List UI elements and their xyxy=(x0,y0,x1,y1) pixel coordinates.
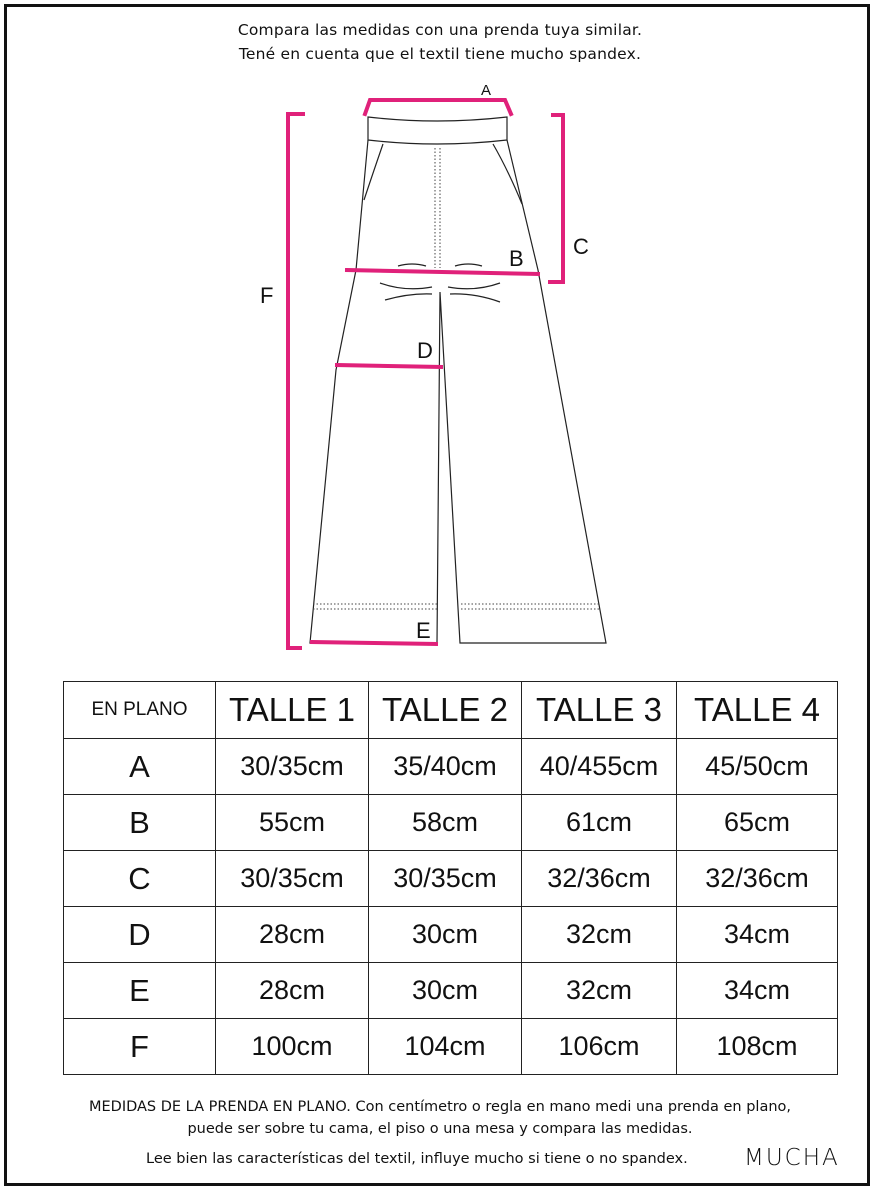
table-cell: 100cm xyxy=(216,1019,369,1075)
table-row xyxy=(64,1019,838,1075)
table-cell: 30cm xyxy=(369,907,522,963)
brand-logo: MUCHA xyxy=(744,1145,840,1171)
label-d: D xyxy=(417,338,433,363)
table-cell: 30/35cm xyxy=(369,851,522,907)
row-label: B xyxy=(64,795,216,851)
wrinkle xyxy=(385,294,432,300)
row-label: C xyxy=(64,851,216,907)
column-header: TALLE 2 xyxy=(369,682,522,739)
table-cell: 108cm xyxy=(677,1019,838,1075)
table-row xyxy=(64,739,838,795)
table-cell: 65cm xyxy=(677,795,838,851)
row-label: E xyxy=(64,963,216,1019)
label-e: E xyxy=(416,618,431,643)
measure-a-line xyxy=(365,100,511,114)
row-label: D xyxy=(64,907,216,963)
label-f: F xyxy=(260,283,274,308)
wrinkle xyxy=(380,283,432,289)
table-cell: 32/36cm xyxy=(522,851,677,907)
note-line-1: MEDIDAS DE LA PRENDA EN PLANO. Con centímetro o regla en mano medi una prenda en plano, xyxy=(88,1099,792,1115)
table-cell: 61cm xyxy=(522,795,677,851)
measure-d-line xyxy=(337,365,441,367)
note-line-2: puede ser sobre tu cama, el piso o una mesa y compara las medidas. xyxy=(187,1121,693,1137)
label-c: C xyxy=(573,234,589,259)
wrinkle xyxy=(398,264,426,266)
table-cell: 35/40cm xyxy=(369,739,522,795)
label-b: B xyxy=(509,246,524,271)
label-a: A xyxy=(481,82,492,99)
wrinkle xyxy=(450,294,500,302)
column-header: TALLE 1 xyxy=(216,682,369,739)
table-cell: 30/35cm xyxy=(216,739,369,795)
intro-line-1: Compara las medidas con una prenda tuya similar. xyxy=(237,21,643,39)
table-cell: 106cm xyxy=(522,1019,677,1075)
table-row xyxy=(64,795,838,851)
waistband xyxy=(368,117,507,144)
column-header: TALLE 4 xyxy=(677,682,838,739)
table-cell: 28cm xyxy=(216,963,369,1019)
table-cell: 55cm xyxy=(216,795,369,851)
measure-c-line xyxy=(550,115,563,282)
size-table xyxy=(63,681,838,1075)
table-cell: 34cm xyxy=(677,963,838,1019)
table-corner-label: EN PLANO xyxy=(64,682,216,739)
note-line-3: Lee bien las características del textil, influye mucho si tiene o no spandex. xyxy=(146,1151,688,1167)
intro-line-2: Tené en cuenta que el textil tiene mucho spandex. xyxy=(238,45,642,63)
table-cell: 30cm xyxy=(369,963,522,1019)
row-label: A xyxy=(64,739,216,795)
right-pocket xyxy=(493,144,522,204)
table-cell: 32cm xyxy=(522,907,677,963)
size-table-wrapper xyxy=(63,681,837,1074)
table-cell: 30/35cm xyxy=(216,851,369,907)
table-cell: 58cm xyxy=(369,795,522,851)
column-header: TALLE 3 xyxy=(522,682,677,739)
row-label: F xyxy=(64,1019,216,1075)
table-cell: 40/455cm xyxy=(522,739,677,795)
wrinkle xyxy=(455,264,482,266)
table-cell: 45/50cm xyxy=(677,739,838,795)
table-row xyxy=(64,907,838,963)
table-row xyxy=(64,963,838,1019)
table-header-row xyxy=(64,682,838,739)
measure-labels xyxy=(260,82,589,643)
table-cell: 32cm xyxy=(522,963,677,1019)
table-row xyxy=(64,851,838,907)
measure-f-line xyxy=(288,114,303,648)
table-cell: 32/36cm xyxy=(677,851,838,907)
table-cell: 28cm xyxy=(216,907,369,963)
table-cell: 104cm xyxy=(369,1019,522,1075)
table-cell: 34cm xyxy=(677,907,838,963)
wrinkle xyxy=(448,283,500,289)
measure-lines xyxy=(288,100,563,648)
